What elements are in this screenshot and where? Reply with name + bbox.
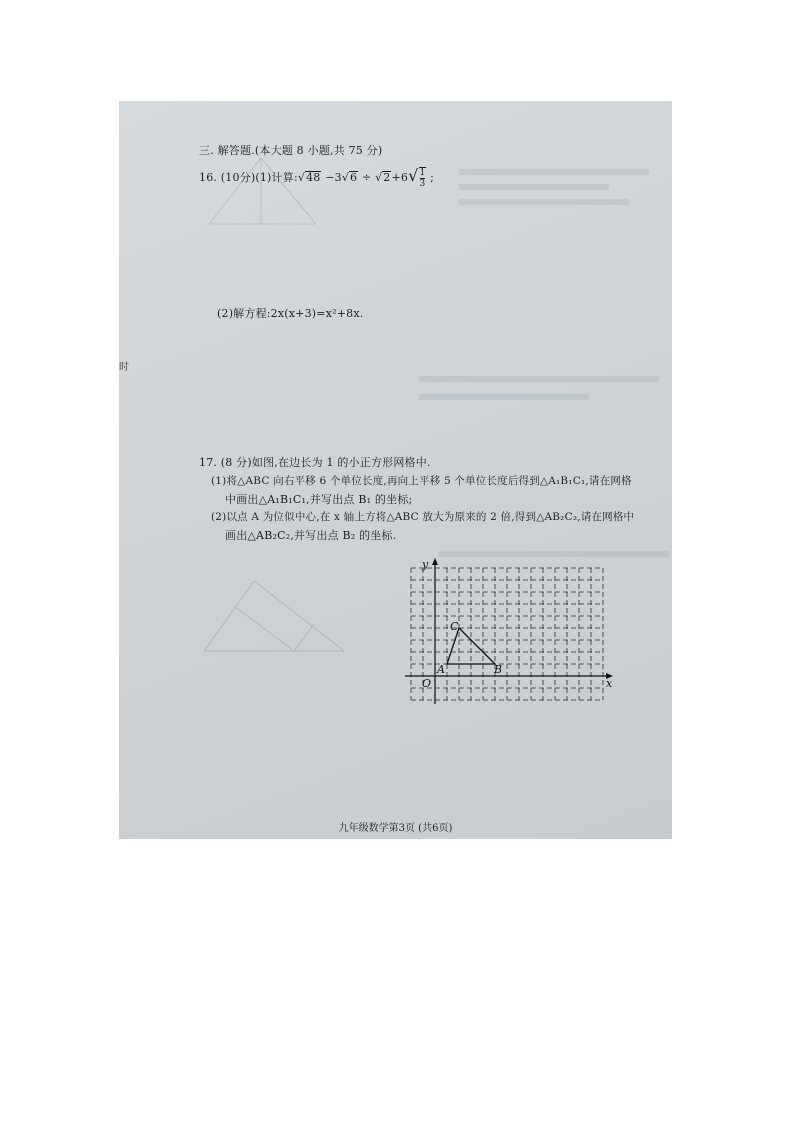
q16-tail: ; (430, 171, 435, 184)
q16-plus6: +6 (391, 171, 409, 184)
axis-y-label: y (422, 558, 429, 571)
q16-part2: (2)解方程:2x(x+3)=x²+8x. (217, 307, 364, 320)
q17-line3: 中画出△A₁B₁C₁,并写出点 B₁ 的坐标; (225, 493, 413, 506)
q17-line5: 画出△AB₂C₂,并写出点 B₂ 的坐标. (225, 529, 397, 542)
axis-x-label: x (606, 677, 613, 690)
q17-line1: 17. (8 分)如图,在边长为 1 的小正方形网格中. (199, 456, 431, 469)
q17-line4: (2)以点 A 为位似中心,在 x 轴上方将△ABC 放大为原来的 2 倍,得到△AB₂C₂,请在网格中 (211, 511, 635, 523)
bleed-through-text-mid (419, 376, 659, 400)
coordinate-grid (403, 556, 618, 706)
q16-div: ÷ (361, 171, 372, 184)
origin-label: O (422, 677, 432, 690)
radicand-48: 48 (306, 171, 321, 184)
y-axis-arrow (432, 558, 438, 565)
point-c-label: C (450, 620, 459, 633)
point-a-label: A (437, 663, 445, 676)
radicand-2: 2 (383, 171, 391, 184)
grid-lines (411, 568, 603, 700)
section-heading: 三. 解答题.(本大题 8 小题,共 75 分) (199, 144, 383, 157)
bleed-through-text (459, 169, 649, 205)
q16-label: 16. (10分)(1)计算: (199, 171, 298, 184)
q16-minus3: −3 (325, 171, 342, 184)
bleed-through-figure-bottom (199, 576, 349, 661)
q17-line2: (1)将△ABC 向右平移 6 个单位长度,再向上平移 5 个单位长度后得到△A₁B₁C₁,请在网格 (211, 475, 632, 487)
point-b-label: B (494, 663, 503, 676)
page-footer: 九年级数学第3页 (共6页) (338, 823, 453, 834)
scanned-page-photo (119, 101, 672, 839)
edge-mark: 时 (119, 362, 129, 373)
radicand-6: 6 (350, 171, 358, 184)
q16-part1: 16. (10分)(1)计算:√48 −3√6 ÷ √2+6√ $\frac{1}{3}$ ; (199, 166, 435, 189)
radicand-fraction: $\frac{1}{3}$ (419, 168, 426, 189)
